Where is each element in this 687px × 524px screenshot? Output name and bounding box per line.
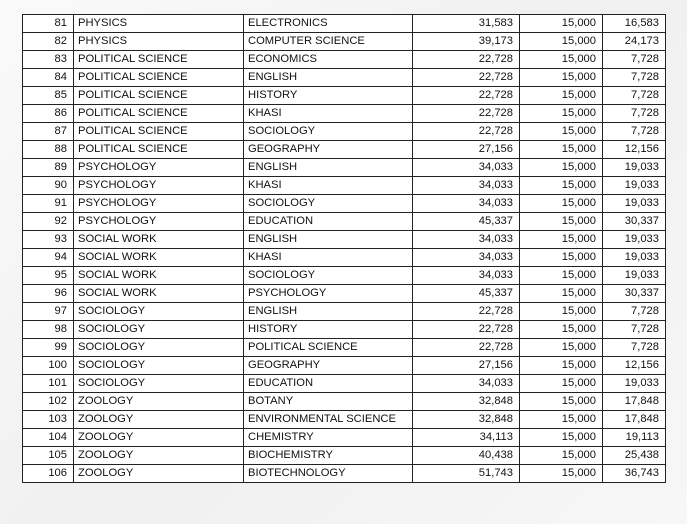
- major-subject-cell: SOCIOLOGY: [74, 321, 244, 339]
- major-subject-cell: PHYSICS: [74, 33, 244, 51]
- major-subject-cell: SOCIOLOGY: [74, 339, 244, 357]
- serial-number-cell: 96: [23, 285, 74, 303]
- serial-number-cell: 89: [23, 159, 74, 177]
- table-row: [23, 177, 666, 195]
- major-subject-cell: POLITICAL SCIENCE: [74, 123, 244, 141]
- table-row: [23, 87, 666, 105]
- serial-number-cell: 102: [23, 393, 74, 411]
- serial-number-cell: 103: [23, 411, 74, 429]
- total-fee-cell: 34,033: [413, 159, 520, 177]
- balance-cell: 19,033: [603, 177, 666, 195]
- table-row: [23, 465, 666, 483]
- deduction-cell: 15,000: [520, 105, 603, 123]
- serial-number-cell: 82: [23, 33, 74, 51]
- serial-number-cell: 92: [23, 213, 74, 231]
- table-row: [23, 123, 666, 141]
- major-subject-cell: POLITICAL SCIENCE: [74, 87, 244, 105]
- serial-number-cell: 86: [23, 105, 74, 123]
- major-subject-cell: PSYCHOLOGY: [74, 213, 244, 231]
- balance-cell: 7,728: [603, 123, 666, 141]
- minor-subject-cell: SOCIOLOGY: [244, 195, 413, 213]
- minor-subject-cell: EDUCATION: [244, 213, 413, 231]
- total-fee-cell: 45,337: [413, 285, 520, 303]
- minor-subject-cell: ENVIRONMENTAL SCIENCE: [244, 411, 413, 429]
- serial-number-cell: 87: [23, 123, 74, 141]
- minor-subject-cell: KHASI: [244, 177, 413, 195]
- minor-subject-cell: ECONOMICS: [244, 51, 413, 69]
- deduction-cell: 15,000: [520, 231, 603, 249]
- deduction-cell: 15,000: [520, 447, 603, 465]
- total-fee-cell: 34,033: [413, 195, 520, 213]
- deduction-cell: 15,000: [520, 15, 603, 33]
- deduction-cell: 15,000: [520, 51, 603, 69]
- major-subject-cell: POLITICAL SCIENCE: [74, 51, 244, 69]
- major-subject-cell: POLITICAL SCIENCE: [74, 141, 244, 159]
- table-row: [23, 375, 666, 393]
- serial-number-cell: 104: [23, 429, 74, 447]
- total-fee-cell: 22,728: [413, 339, 520, 357]
- minor-subject-cell: POLITICAL SCIENCE: [244, 339, 413, 357]
- major-subject-cell: SOCIOLOGY: [74, 375, 244, 393]
- major-subject-cell: ZOOLOGY: [74, 465, 244, 483]
- total-fee-cell: 34,113: [413, 429, 520, 447]
- minor-subject-cell: SOCIOLOGY: [244, 123, 413, 141]
- total-fee-cell: 39,173: [413, 33, 520, 51]
- minor-subject-cell: BOTANY: [244, 393, 413, 411]
- balance-cell: 7,728: [603, 105, 666, 123]
- deduction-cell: 15,000: [520, 429, 603, 447]
- total-fee-cell: 45,337: [413, 213, 520, 231]
- serial-number-cell: 85: [23, 87, 74, 105]
- minor-subject-cell: ENGLISH: [244, 159, 413, 177]
- deduction-cell: 15,000: [520, 465, 603, 483]
- balance-cell: 7,728: [603, 339, 666, 357]
- minor-subject-cell: ENGLISH: [244, 303, 413, 321]
- minor-subject-cell: COMPUTER SCIENCE: [244, 33, 413, 51]
- table-row: [23, 303, 666, 321]
- major-subject-cell: ZOOLOGY: [74, 429, 244, 447]
- serial-number-cell: 90: [23, 177, 74, 195]
- major-subject-cell: PHYSICS: [74, 15, 244, 33]
- minor-subject-cell: KHASI: [244, 249, 413, 267]
- minor-subject-cell: EDUCATION: [244, 375, 413, 393]
- total-fee-cell: 51,743: [413, 465, 520, 483]
- deduction-cell: 15,000: [520, 393, 603, 411]
- table-row: [23, 141, 666, 159]
- serial-number-cell: 106: [23, 465, 74, 483]
- deduction-cell: 15,000: [520, 357, 603, 375]
- deduction-cell: 15,000: [520, 303, 603, 321]
- deduction-cell: 15,000: [520, 339, 603, 357]
- deduction-cell: 15,000: [520, 69, 603, 87]
- deduction-cell: 15,000: [520, 267, 603, 285]
- table-row: [23, 105, 666, 123]
- balance-cell: 7,728: [603, 87, 666, 105]
- serial-number-cell: 95: [23, 267, 74, 285]
- balance-cell: 19,033: [603, 159, 666, 177]
- balance-cell: 19,033: [603, 267, 666, 285]
- major-subject-cell: SOCIOLOGY: [74, 357, 244, 375]
- table-row: [23, 267, 666, 285]
- serial-number-cell: 93: [23, 231, 74, 249]
- total-fee-cell: 22,728: [413, 303, 520, 321]
- total-fee-cell: 40,438: [413, 447, 520, 465]
- balance-cell: 12,156: [603, 357, 666, 375]
- minor-subject-cell: KHASI: [244, 105, 413, 123]
- deduction-cell: 15,000: [520, 33, 603, 51]
- total-fee-cell: 22,728: [413, 123, 520, 141]
- serial-number-cell: 100: [23, 357, 74, 375]
- serial-number-cell: 98: [23, 321, 74, 339]
- balance-cell: 7,728: [603, 321, 666, 339]
- table-row: [23, 159, 666, 177]
- minor-subject-cell: HISTORY: [244, 87, 413, 105]
- table-row: [23, 33, 666, 51]
- minor-subject-cell: CHEMISTRY: [244, 429, 413, 447]
- table-row: [23, 393, 666, 411]
- serial-number-cell: 94: [23, 249, 74, 267]
- total-fee-cell: 27,156: [413, 141, 520, 159]
- balance-cell: 17,848: [603, 411, 666, 429]
- deduction-cell: 15,000: [520, 87, 603, 105]
- major-subject-cell: SOCIAL WORK: [74, 249, 244, 267]
- serial-number-cell: 99: [23, 339, 74, 357]
- total-fee-cell: 34,033: [413, 177, 520, 195]
- deduction-cell: 15,000: [520, 123, 603, 141]
- table-row: [23, 429, 666, 447]
- table-row: [23, 357, 666, 375]
- balance-cell: 12,156: [603, 141, 666, 159]
- total-fee-cell: 22,728: [413, 87, 520, 105]
- serial-number-cell: 83: [23, 51, 74, 69]
- table-row: [23, 249, 666, 267]
- balance-cell: 36,743: [603, 465, 666, 483]
- deduction-cell: 15,000: [520, 285, 603, 303]
- serial-number-cell: 97: [23, 303, 74, 321]
- total-fee-cell: 34,033: [413, 375, 520, 393]
- total-fee-cell: 34,033: [413, 267, 520, 285]
- deduction-cell: 15,000: [520, 375, 603, 393]
- minor-subject-cell: BIOTECHNOLOGY: [244, 465, 413, 483]
- fee-table-body: [23, 15, 666, 483]
- total-fee-cell: 32,848: [413, 393, 520, 411]
- minor-subject-cell: PSYCHOLOGY: [244, 285, 413, 303]
- major-subject-cell: SOCIAL WORK: [74, 285, 244, 303]
- fee-table: [22, 14, 666, 483]
- total-fee-cell: 27,156: [413, 357, 520, 375]
- serial-number-cell: 81: [23, 15, 74, 33]
- balance-cell: 17,848: [603, 393, 666, 411]
- table-row: [23, 411, 666, 429]
- table-row: [23, 51, 666, 69]
- total-fee-cell: 22,728: [413, 69, 520, 87]
- total-fee-cell: 22,728: [413, 51, 520, 69]
- total-fee-cell: 34,033: [413, 249, 520, 267]
- serial-number-cell: 101: [23, 375, 74, 393]
- deduction-cell: 15,000: [520, 249, 603, 267]
- deduction-cell: 15,000: [520, 141, 603, 159]
- minor-subject-cell: SOCIOLOGY: [244, 267, 413, 285]
- minor-subject-cell: GEOGRAPHY: [244, 141, 413, 159]
- balance-cell: 30,337: [603, 285, 666, 303]
- total-fee-cell: 34,033: [413, 231, 520, 249]
- total-fee-cell: 31,583: [413, 15, 520, 33]
- major-subject-cell: SOCIAL WORK: [74, 231, 244, 249]
- table-row: [23, 321, 666, 339]
- deduction-cell: 15,000: [520, 195, 603, 213]
- table-row: [23, 447, 666, 465]
- balance-cell: 16,583: [603, 15, 666, 33]
- balance-cell: 7,728: [603, 303, 666, 321]
- total-fee-cell: 32,848: [413, 411, 520, 429]
- major-subject-cell: ZOOLOGY: [74, 447, 244, 465]
- table-row: [23, 213, 666, 231]
- deduction-cell: 15,000: [520, 411, 603, 429]
- table-row: [23, 15, 666, 33]
- minor-subject-cell: ENGLISH: [244, 69, 413, 87]
- total-fee-cell: 22,728: [413, 105, 520, 123]
- major-subject-cell: PSYCHOLOGY: [74, 195, 244, 213]
- minor-subject-cell: ENGLISH: [244, 231, 413, 249]
- table-row: [23, 69, 666, 87]
- deduction-cell: 15,000: [520, 159, 603, 177]
- deduction-cell: 15,000: [520, 177, 603, 195]
- minor-subject-cell: GEOGRAPHY: [244, 357, 413, 375]
- table-row: [23, 195, 666, 213]
- deduction-cell: 15,000: [520, 321, 603, 339]
- total-fee-cell: 22,728: [413, 321, 520, 339]
- balance-cell: 19,033: [603, 249, 666, 267]
- major-subject-cell: SOCIOLOGY: [74, 303, 244, 321]
- table-row: [23, 339, 666, 357]
- balance-cell: 30,337: [603, 213, 666, 231]
- balance-cell: 19,113: [603, 429, 666, 447]
- balance-cell: 7,728: [603, 69, 666, 87]
- major-subject-cell: PSYCHOLOGY: [74, 159, 244, 177]
- table-row: [23, 231, 666, 249]
- table-row: [23, 285, 666, 303]
- serial-number-cell: 105: [23, 447, 74, 465]
- balance-cell: 7,728: [603, 51, 666, 69]
- deduction-cell: 15,000: [520, 213, 603, 231]
- minor-subject-cell: HISTORY: [244, 321, 413, 339]
- major-subject-cell: ZOOLOGY: [74, 393, 244, 411]
- balance-cell: 24,173: [603, 33, 666, 51]
- major-subject-cell: ZOOLOGY: [74, 411, 244, 429]
- serial-number-cell: 88: [23, 141, 74, 159]
- major-subject-cell: POLITICAL SCIENCE: [74, 69, 244, 87]
- major-subject-cell: SOCIAL WORK: [74, 267, 244, 285]
- minor-subject-cell: ELECTRONICS: [244, 15, 413, 33]
- balance-cell: 25,438: [603, 447, 666, 465]
- balance-cell: 19,033: [603, 231, 666, 249]
- balance-cell: 19,033: [603, 375, 666, 393]
- major-subject-cell: POLITICAL SCIENCE: [74, 105, 244, 123]
- major-subject-cell: PSYCHOLOGY: [74, 177, 244, 195]
- serial-number-cell: 91: [23, 195, 74, 213]
- balance-cell: 19,033: [603, 195, 666, 213]
- serial-number-cell: 84: [23, 69, 74, 87]
- minor-subject-cell: BIOCHEMISTRY: [244, 447, 413, 465]
